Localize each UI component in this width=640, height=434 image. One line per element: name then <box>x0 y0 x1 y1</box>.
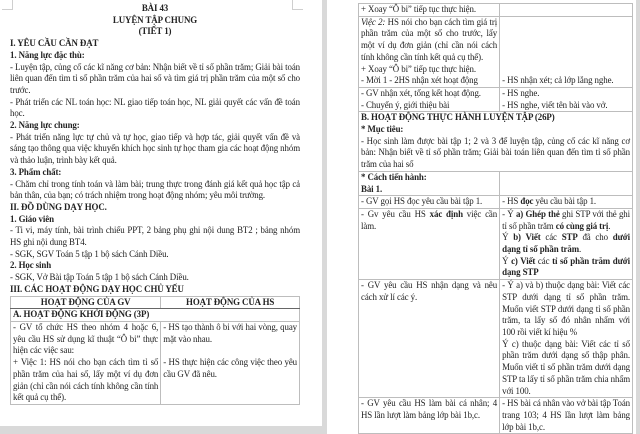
cell-text <box>361 17 497 64</box>
cell-text: - HS tạo thành ô bi với hai vòng, quay mặt vào nhau. <box>163 321 297 344</box>
text-segment: STP <box>561 232 578 243</box>
cell-text: - HS nghe. <box>502 87 540 98</box>
document-page-left <box>0 0 322 426</box>
text-segment: có cùng giá trị <box>555 220 609 231</box>
subsection-heading: 1. Giáo viên <box>10 213 54 224</box>
cell-text: - Mời 1 - 2HS nhận xét hoạt động <box>361 75 478 86</box>
subsection-heading: 2. Học sinh <box>10 260 52 271</box>
procedure-label: * Cách tiến hành: <box>361 171 427 182</box>
header-teacher: HOẠT ĐỘNG CỦA GV <box>11 296 161 309</box>
paragraph: - SGK, Vở Bài tập Toán 5 tập 1 bộ sách Cánh Diều. <box>10 272 189 283</box>
section-b-title: B. HOẠT ĐỘNG THỰC HÀNH LUYỆN TẬP (26P) <box>361 112 555 123</box>
text-segment: - Ý <box>502 208 516 219</box>
teacher-cell: + Xoay “Ô bi” tiếp tục thực hiện. <box>359 4 500 17</box>
table-section-row <box>359 112 633 172</box>
table-header-row <box>11 296 300 309</box>
text-segment: ghi STP với thẻ ghi tỉ số phần trăm <box>502 208 631 231</box>
table-row <box>359 171 633 195</box>
teacher-cell <box>359 87 500 111</box>
cell-text <box>502 209 630 232</box>
table-row <box>11 321 300 404</box>
teacher-cell <box>359 171 500 195</box>
student-cell <box>500 171 633 195</box>
activities-table <box>10 296 300 405</box>
lesson-period: (TIẾT 1) <box>138 26 172 37</box>
text-segment: - Gv yêu cầu HS <box>361 208 430 219</box>
cell-text: - Chuyển ý, giới thiệu bài <box>361 99 450 110</box>
section-b-cell <box>359 112 633 172</box>
paragraph: - Phát triển năng lực tự chủ và tự học, giao tiếp và hợp tác, giải quyết vấn đề và sáng tạo thông qua việc khuyến khích học sinh tự học tham gia các hoạt động nhóm và thảo luận, trình bày kết quả. <box>10 131 300 166</box>
teacher-cell <box>11 321 161 404</box>
text-segment: các <box>535 255 553 266</box>
subsection-heading: 2. Năng lực chung: <box>10 120 80 131</box>
text-segment: tỉ số phần trăm dưới dạng STP <box>502 255 630 278</box>
cell-text <box>502 232 630 255</box>
teacher-cell: - GV yêu cầu HS nhận dạng và nêu cách xử lí các ý. <box>359 280 500 398</box>
task-label: Việc 2: <box>361 16 386 27</box>
cell-text: + Xoay “Ô bi” tiếp tục thực hiện. <box>361 63 476 74</box>
cell-text: - GV nhận xét, tổng kết hoạt động. <box>361 87 481 98</box>
subsection-heading: 3. Phẩm chất: <box>10 166 62 177</box>
header-student: HOẠT ĐỘNG CỦA HS <box>161 296 300 309</box>
task-text: HS nói cho bạn cách tìm giá trị phần trăm của một số cho trước, lấy một ví dụ đơn giản (chỉ cần nói cách tính không cần tính kết quả cụ thể). <box>361 16 498 62</box>
student-cell <box>161 321 300 404</box>
table-row <box>359 16 633 87</box>
section-heading: I. YÊU CẦU CẦN ĐẠT <box>10 38 99 49</box>
cell-text: Ý c) thuộc dạng bài: Viết các tỉ số phần trăm dưới dạng số thập phân. Muốn viết tỉ số phần trăm dưới dạng STP ta lấy tỉ số phần trăm chia nhẩm với 100. <box>502 338 630 396</box>
paragraph: - Luyện tập, củng cố các kĩ năng cơ bản: Nhận biết về tỉ số phần trăm; Giải bài toán liên quan đến tìm tỉ số phần trăm của hai số và tìm giá trị phần trăm của một số cho trước. <box>10 61 300 95</box>
subsection-heading: 1. Năng lực đặc thù: <box>10 49 85 60</box>
text-segment: . <box>579 244 582 255</box>
table-row <box>359 280 633 398</box>
text-segment: a) Ghép thẻ <box>515 208 560 219</box>
cell-text: - GV tổ chức HS theo nhóm 4 hoặc 6, yêu cầu HS sử dụng kĩ thuật “Ô bi” thực hiện các việc sau: <box>13 321 159 356</box>
teacher-cell: - GV gọi HS đọc yêu cầu bài tập 1. <box>359 196 500 209</box>
student-cell <box>500 196 633 209</box>
teacher-cell: - GV yêu cầu HS làm bài cá nhân; 4 HS lần lượt làm bảng lớp bài 1b,c. <box>359 398 500 434</box>
table-row <box>359 87 633 111</box>
table-row <box>359 208 633 279</box>
text-segment: . <box>608 220 611 231</box>
text-segment: - HS <box>502 196 521 207</box>
objective-label: * Mục tiêu: <box>361 124 404 135</box>
objective-text: - Học sinh làm được bài tập 1; 2 và 3 để luyện tập, củng cố các kĩ năng cơ bản: Nhận biết về tỉ số phần trăm; Giải bài toán liên quan đến tìm tỉ số phần trăm của hai số <box>361 135 630 170</box>
text-segment: b) Viết <box>513 232 541 243</box>
section-a-title: A. HOẠT ĐỘNG KHỞI ĐỘNG (3P) <box>11 309 300 322</box>
student-cell: - HS bài cá nhân vào vở bài tập Toán trang 103; 4 HS lần lượt làm bảng lớp bài 1b,c. <box>500 398 633 434</box>
cell-text <box>502 256 630 279</box>
cell-text: - HS thực hiện các công việc theo yêu cầu GV đã nêu. <box>163 357 297 379</box>
cell-text: + Việc 1: HS nói cho bạn cách tìm tỉ số phần trăm của hai số, lấy một ví dụ đơn giản (chỉ cần nói cách tính không cần tính kết quả cụ thể). <box>13 357 159 403</box>
lesson-title: LUYỆN TẬP CHUNG <box>112 14 198 25</box>
paragraph: - Chăm chỉ trong tính toán và làm bài; trung thực trong đánh giá kết quả học tập cả bản thân, của bạn; có trách nhiệm trong hoạt động nhóm; yêu môi trường. <box>10 178 300 201</box>
cell-text: - HS nghe, viết tên bài vào vở. <box>502 99 608 110</box>
section-heading: III. CÁC HOẠT ĐỘNG DẠY HỌC CHỦ YẾU <box>10 283 184 294</box>
teacher-cell <box>359 208 500 279</box>
page-content <box>10 0 300 405</box>
lesson-number: BÀI 43 <box>141 3 169 13</box>
paragraph: - Ti vi, máy tính, bài trình chiếu PPT, 2 bảng phụ ghi nội dung BT2 ; bảng nhóm HS ghi nội dung BT4. <box>10 225 300 248</box>
activities-table-continued <box>358 3 633 434</box>
table-row <box>359 196 633 209</box>
student-cell <box>500 280 633 398</box>
text-segment: các <box>540 232 562 243</box>
text-segment: dưới dạng tỉ số phần trăm <box>502 232 630 255</box>
student-cell <box>500 208 633 279</box>
exercise-label: Bài 1. <box>361 183 383 194</box>
text-segment: việc cần làm. <box>361 208 498 231</box>
cell-text: - Ý a) và b) thuộc dạng bài: Viết các STP dưới dạng tỉ số phần trăm. Muốn viết STP dưới dạng tỉ số phần trăm, ta lấy số đó nhân nhẩm với 100 rồi viết kí hiệu % <box>502 280 630 337</box>
text-segment: yêu cầu bài tập 1. <box>533 196 597 207</box>
paragraph: - SGK, SGV Toán 5 tập 1 bộ sách Cánh Diều. <box>10 248 169 259</box>
table-row <box>359 398 633 434</box>
table-row <box>359 4 633 17</box>
text-segment: xác định <box>429 208 463 219</box>
student-cell <box>500 87 633 111</box>
text-segment: đọc <box>520 196 534 207</box>
section-heading: II. ĐỒ DÙNG DẠY HỌC. <box>10 201 107 212</box>
text-segment: đã cho <box>577 232 613 243</box>
student-cell: - HS nhận xét; cả lớp lắng nghe. <box>500 16 633 87</box>
student-cell <box>500 4 633 17</box>
text-segment: Ý <box>502 232 514 243</box>
teacher-cell <box>359 16 500 87</box>
paragraph: - Phát triển các NL toán học: NL giao tiếp toán học, NL giải quyết các vấn đề toán học. <box>10 96 300 119</box>
document-page-right <box>327 0 636 434</box>
text-segment: Ý <box>502 255 512 266</box>
table-section-row <box>11 309 300 322</box>
text-segment: c) Viết <box>511 255 536 266</box>
